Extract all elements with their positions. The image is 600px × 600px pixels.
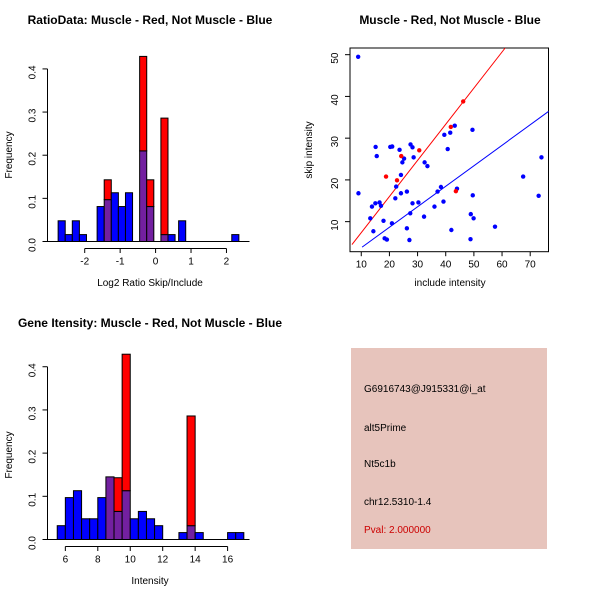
- y-tick-label: 0.4: [27, 65, 39, 80]
- histogram-bar-blue: [73, 491, 81, 540]
- muscle-point: [454, 189, 458, 193]
- not-muscle-point: [390, 144, 394, 148]
- y-tick-label: 0.3: [27, 108, 39, 123]
- not-muscle-point: [405, 189, 409, 193]
- y-tick-label: 0.1: [27, 492, 39, 507]
- not-muscle-point: [368, 216, 372, 220]
- ratio-histogram-plot: [0, 0, 300, 300]
- y-tick-label: 0.3: [27, 406, 39, 421]
- histogram-bar-blue: [118, 207, 125, 242]
- not-muscle-point: [373, 201, 377, 205]
- histogram-bar-blue: [130, 519, 138, 540]
- histogram-bar-overlap: [161, 235, 168, 242]
- not-muscle-point: [370, 204, 374, 208]
- histogram-bar-blue: [57, 526, 65, 540]
- histogram-bar-blue: [72, 221, 79, 242]
- not-muscle-point: [375, 154, 379, 158]
- x-tick-label: 60: [496, 259, 508, 271]
- gene-histogram-xlabel: Intensity: [131, 576, 169, 587]
- scatter-ylabel: skip intensity: [304, 121, 315, 179]
- x-tick-label: 50: [468, 259, 480, 271]
- histogram-bar-blue: [65, 498, 73, 540]
- histogram-bar-blue: [138, 511, 146, 539]
- histogram-bar-blue: [79, 235, 86, 242]
- muscle-point: [399, 154, 403, 158]
- y-tick-label: 0.2: [27, 449, 39, 464]
- histogram-bar-red: [161, 118, 168, 234]
- histogram-bar-blue: [155, 526, 163, 540]
- muscle-point: [395, 178, 399, 182]
- histogram-bar-blue: [125, 193, 132, 242]
- histogram-bar-overlap: [147, 207, 154, 242]
- not-muscle-point: [453, 123, 457, 127]
- histogram-bar-blue: [195, 533, 203, 540]
- panel-ratio-histogram: [0, 0, 300, 300]
- not-muscle-point: [393, 196, 397, 200]
- x-tick-label: 30: [412, 259, 424, 271]
- not-muscle-point: [410, 145, 414, 149]
- x-tick-label: 12: [157, 554, 169, 566]
- panel-gene-histogram: [0, 300, 300, 600]
- not-muscle-point: [411, 155, 415, 159]
- y-tick-label: 0.4: [27, 363, 39, 378]
- not-muscle-point: [432, 204, 436, 208]
- not-muscle-point: [371, 229, 375, 233]
- not-muscle-point: [469, 212, 473, 216]
- x-tick-label: 10: [355, 259, 367, 271]
- x-tick-label: 10: [124, 554, 136, 566]
- not-muscle-point: [356, 55, 360, 59]
- y-tick-label: 50: [330, 52, 341, 64]
- x-tick-label: 6: [62, 554, 69, 566]
- histogram-bar-blue: [82, 519, 90, 540]
- gene-histogram-plot: [0, 300, 300, 600]
- x-tick-label: -2: [80, 256, 90, 268]
- x-tick-label: 8: [95, 554, 101, 566]
- not-muscle-point: [399, 191, 403, 195]
- not-muscle-point: [435, 189, 439, 193]
- x-tick-label: 0: [152, 256, 159, 268]
- histogram-bar-blue: [97, 207, 104, 242]
- histogram-bar-red: [140, 56, 147, 150]
- histogram-bar-blue: [65, 235, 72, 242]
- not-muscle-point: [441, 199, 445, 203]
- x-tick-label: 16: [222, 554, 234, 566]
- not-muscle-point: [446, 147, 450, 151]
- histogram-bar-overlap: [114, 511, 122, 539]
- not-muscle-point: [468, 237, 472, 241]
- histogram-bar-blue: [98, 498, 106, 540]
- not-muscle-point: [439, 185, 443, 189]
- histogram-bar-red: [187, 416, 195, 526]
- gene-histogram-title: Gene Itensity: Muscle - Red, Not Muscle - Blue: [17, 316, 283, 330]
- not-muscle-point: [394, 184, 398, 188]
- y-tick-label: 40: [330, 94, 341, 106]
- histogram-bar-blue: [179, 533, 187, 540]
- not-muscle-point: [390, 221, 394, 225]
- not-muscle-point: [373, 145, 377, 149]
- not-muscle-point: [381, 219, 385, 223]
- y-tick-label: 0.0: [27, 238, 39, 252]
- not-muscle-point: [422, 214, 426, 218]
- not-muscle-point: [407, 238, 411, 242]
- gene-info-box: [351, 348, 547, 549]
- splice-type-text: alt5Prime: [364, 423, 407, 434]
- not-muscle-point: [521, 174, 525, 178]
- not-muscle-point: [536, 194, 540, 198]
- x-tick-label: 14: [189, 554, 201, 566]
- histogram-bar-overlap: [187, 526, 195, 540]
- not-muscle-point: [425, 164, 429, 168]
- not-muscle-point: [410, 201, 414, 205]
- histogram-bar-blue: [90, 519, 98, 540]
- y-tick-label: 30: [330, 136, 341, 148]
- x-tick-label: 40: [440, 259, 452, 271]
- not-muscle-point: [399, 173, 403, 177]
- probe-id-text: G6916743@J915331@i_at: [364, 384, 486, 395]
- not-muscle-point: [385, 237, 389, 241]
- not-muscle-point: [539, 155, 543, 159]
- not-muscle-point: [471, 216, 475, 220]
- histogram-bar-red: [114, 478, 122, 512]
- not-muscle-point: [442, 133, 446, 137]
- histogram-bar-blue: [228, 533, 236, 540]
- gene-name-text: Nt5c1b: [364, 459, 396, 470]
- not-muscle-point: [416, 200, 420, 204]
- y-tick-label: 20: [330, 177, 341, 189]
- panel-gene-info: [300, 300, 600, 600]
- not-muscle-point: [379, 204, 383, 208]
- histogram-bar-blue: [146, 519, 154, 540]
- histogram-bar-blue: [111, 193, 118, 242]
- not-muscle-point: [448, 131, 452, 135]
- not-muscle-point: [397, 148, 401, 152]
- histogram-bar-red: [147, 180, 154, 207]
- y-tick-label: 10: [330, 219, 341, 231]
- histogram-bar-red: [104, 180, 111, 200]
- y-tick-label: 0.0: [27, 536, 39, 550]
- y-tick-label: 0.1: [27, 194, 39, 209]
- histogram-bar-blue: [232, 235, 239, 242]
- histogram-bar-blue: [58, 221, 65, 242]
- chromosome-text: chr12.5310-1.4: [364, 497, 432, 508]
- x-tick-label: 20: [383, 259, 395, 271]
- histogram-bar-red: [122, 354, 130, 490]
- histogram-bar-blue: [236, 533, 244, 540]
- muscle-point: [384, 174, 388, 178]
- histogram-bar-overlap: [122, 491, 130, 540]
- muscle-point: [449, 125, 453, 129]
- muscle-point: [461, 99, 465, 103]
- histogram-bar-overlap: [140, 151, 147, 242]
- histogram-bar-overlap: [106, 477, 114, 540]
- x-tick-label: 1: [188, 256, 194, 268]
- scatter-xlabel: include intensity: [414, 278, 486, 289]
- ratio-histogram-title: RatioData: Muscle - Red, Not Muscle - Blue: [27, 13, 273, 27]
- histogram-bar-blue: [168, 235, 175, 242]
- not-muscle-point: [470, 128, 474, 132]
- not-muscle-point: [449, 228, 453, 232]
- ratio-histogram-xlabel: Log2 Ratio Skip/Include: [97, 278, 203, 289]
- not-muscle-point: [356, 191, 360, 195]
- gene-histogram-ylabel: Frequency: [4, 431, 15, 479]
- muscle-point: [417, 148, 421, 152]
- not-muscle-point: [400, 160, 404, 164]
- ratio-histogram-ylabel: Frequency: [4, 131, 15, 179]
- panel-intensity-scatter: [300, 0, 600, 300]
- x-tick-label: -1: [115, 256, 125, 268]
- not-muscle-fit-line: [362, 111, 548, 247]
- not-muscle-point: [422, 160, 426, 164]
- pval-text: Pval: 2.000000: [364, 525, 431, 536]
- not-muscle-point: [408, 211, 412, 215]
- histogram-bar-overlap: [104, 200, 111, 242]
- scatter-plot: [300, 0, 600, 300]
- x-tick-label: 70: [524, 259, 536, 271]
- not-muscle-point: [493, 224, 497, 228]
- histogram-bar-blue: [179, 221, 186, 242]
- x-tick-label: 2: [223, 256, 230, 268]
- scatter-title: Muscle - Red, Not Muscle - Blue: [359, 13, 541, 27]
- not-muscle-point: [405, 226, 409, 230]
- y-tick-label: 0.2: [27, 151, 39, 166]
- not-muscle-point: [471, 193, 475, 197]
